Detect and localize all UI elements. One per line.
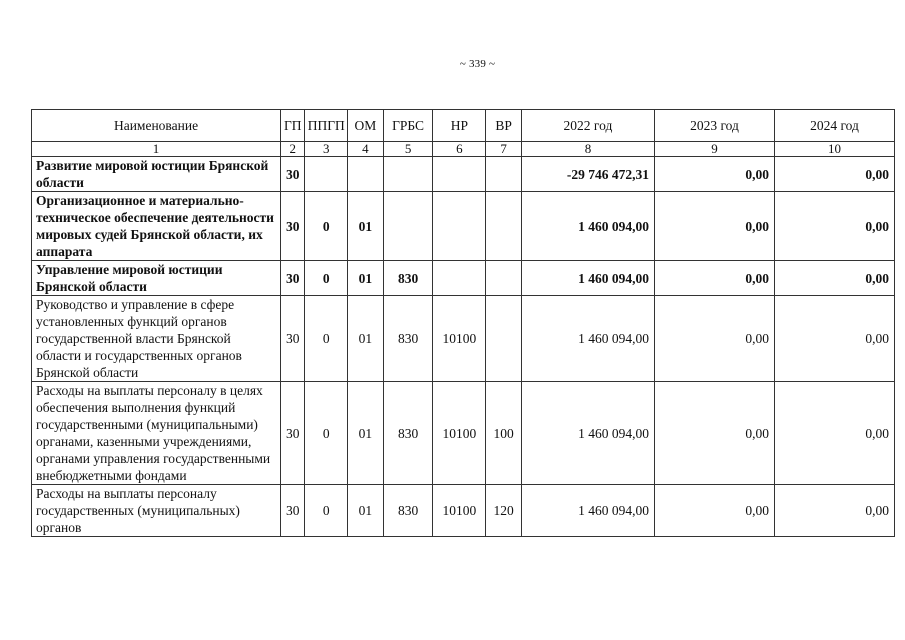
cell-vr	[486, 296, 522, 382]
cell-2022: 1 460 094,00	[521, 382, 654, 485]
cell-2024: 0,00	[774, 157, 894, 192]
table-row	[32, 261, 895, 296]
row-name: Руководство и управление в сфере установленных функций органов государственной власти Брянской области и государственных органов Брянской области	[32, 296, 281, 382]
header-2024: 2024 год	[774, 110, 894, 142]
cell-ppgp: 0	[305, 192, 348, 261]
cell-2024: 0,00	[774, 382, 894, 485]
cell-om: 01	[348, 192, 384, 261]
cell-vr: 120	[486, 485, 522, 537]
cell-nr: 10100	[433, 296, 486, 382]
cell-ppgp	[305, 157, 348, 192]
table-row	[32, 192, 895, 261]
column-number: 9	[655, 142, 775, 157]
header-grbs: ГРБС	[383, 110, 433, 142]
table-row	[32, 485, 895, 537]
column-number: 6	[433, 142, 486, 157]
cell-vr	[486, 157, 522, 192]
cell-2022: -29 746 472,31	[521, 157, 654, 192]
cell-gp: 30	[281, 485, 305, 537]
budget-table	[31, 109, 895, 537]
header-om: ОМ	[348, 110, 384, 142]
cell-2024: 0,00	[774, 261, 894, 296]
cell-grbs	[383, 192, 433, 261]
cell-2022: 1 460 094,00	[521, 485, 654, 537]
column-number: 1	[32, 142, 281, 157]
cell-gp: 30	[281, 192, 305, 261]
cell-nr	[433, 261, 486, 296]
cell-2023: 0,00	[655, 296, 775, 382]
column-number: 10	[774, 142, 894, 157]
header-gp: ГП	[281, 110, 305, 142]
cell-gp: 30	[281, 382, 305, 485]
cell-2023: 0,00	[655, 192, 775, 261]
column-number: 5	[383, 142, 433, 157]
cell-2023: 0,00	[655, 485, 775, 537]
header-name: Наименование	[32, 110, 281, 142]
cell-2024: 0,00	[774, 192, 894, 261]
cell-2023: 0,00	[655, 157, 775, 192]
cell-vr	[486, 261, 522, 296]
cell-om: 01	[348, 261, 384, 296]
column-number: 7	[486, 142, 522, 157]
page-number: ~ 339 ~	[459, 58, 496, 70]
cell-2024: 0,00	[774, 485, 894, 537]
cell-vr	[486, 192, 522, 261]
header-2023: 2023 год	[655, 110, 775, 142]
cell-om: 01	[348, 485, 384, 537]
cell-ppgp: 0	[305, 261, 348, 296]
table-row	[32, 296, 895, 382]
cell-2023: 0,00	[655, 261, 775, 296]
table-row	[32, 382, 895, 485]
header-row	[32, 110, 895, 142]
row-name: Расходы на выплаты персоналу государственных (муниципальных) органов	[32, 485, 281, 537]
cell-gp: 30	[281, 157, 305, 192]
cell-vr: 100	[486, 382, 522, 485]
column-number: 3	[305, 142, 348, 157]
cell-grbs: 830	[383, 382, 433, 485]
cell-nr: 10100	[433, 485, 486, 537]
cell-om	[348, 157, 384, 192]
table-row	[32, 157, 895, 192]
row-name: Организационное и материально-техническое обеспечение деятельности мировых судей Брянской области, их аппарата	[32, 192, 281, 261]
header-vr: ВР	[486, 110, 522, 142]
column-number: 2	[281, 142, 305, 157]
cell-grbs: 830	[383, 261, 433, 296]
cell-ppgp: 0	[305, 485, 348, 537]
header-2022: 2022 год	[521, 110, 654, 142]
cell-2023: 0,00	[655, 382, 775, 485]
cell-2024: 0,00	[774, 296, 894, 382]
cell-ppgp: 0	[305, 382, 348, 485]
cell-nr	[433, 192, 486, 261]
cell-ppgp: 0	[305, 296, 348, 382]
header-ppgp: ППГП	[305, 110, 348, 142]
cell-2022: 1 460 094,00	[521, 192, 654, 261]
row-name: Расходы на выплаты персоналу в целях обеспечения выполнения функций государственными (муниципальными) органами, казенными учреждениями, органами управления государственными внебюджетными фондами	[32, 382, 281, 485]
cell-grbs: 830	[383, 296, 433, 382]
cell-gp: 30	[281, 296, 305, 382]
cell-2022: 1 460 094,00	[521, 296, 654, 382]
cell-2022: 1 460 094,00	[521, 261, 654, 296]
column-number: 4	[348, 142, 384, 157]
cell-grbs: 830	[383, 485, 433, 537]
column-number: 8	[521, 142, 654, 157]
cell-nr	[433, 157, 486, 192]
row-name: Развитие мировой юстиции Брянской области	[32, 157, 281, 192]
cell-nr: 10100	[433, 382, 486, 485]
cell-gp: 30	[281, 261, 305, 296]
header-nr: НР	[433, 110, 486, 142]
cell-om: 01	[348, 296, 384, 382]
column-number-row	[32, 142, 895, 157]
row-name: Управление мировой юстиции Брянской области	[32, 261, 281, 296]
cell-grbs	[383, 157, 433, 192]
cell-om: 01	[348, 382, 384, 485]
